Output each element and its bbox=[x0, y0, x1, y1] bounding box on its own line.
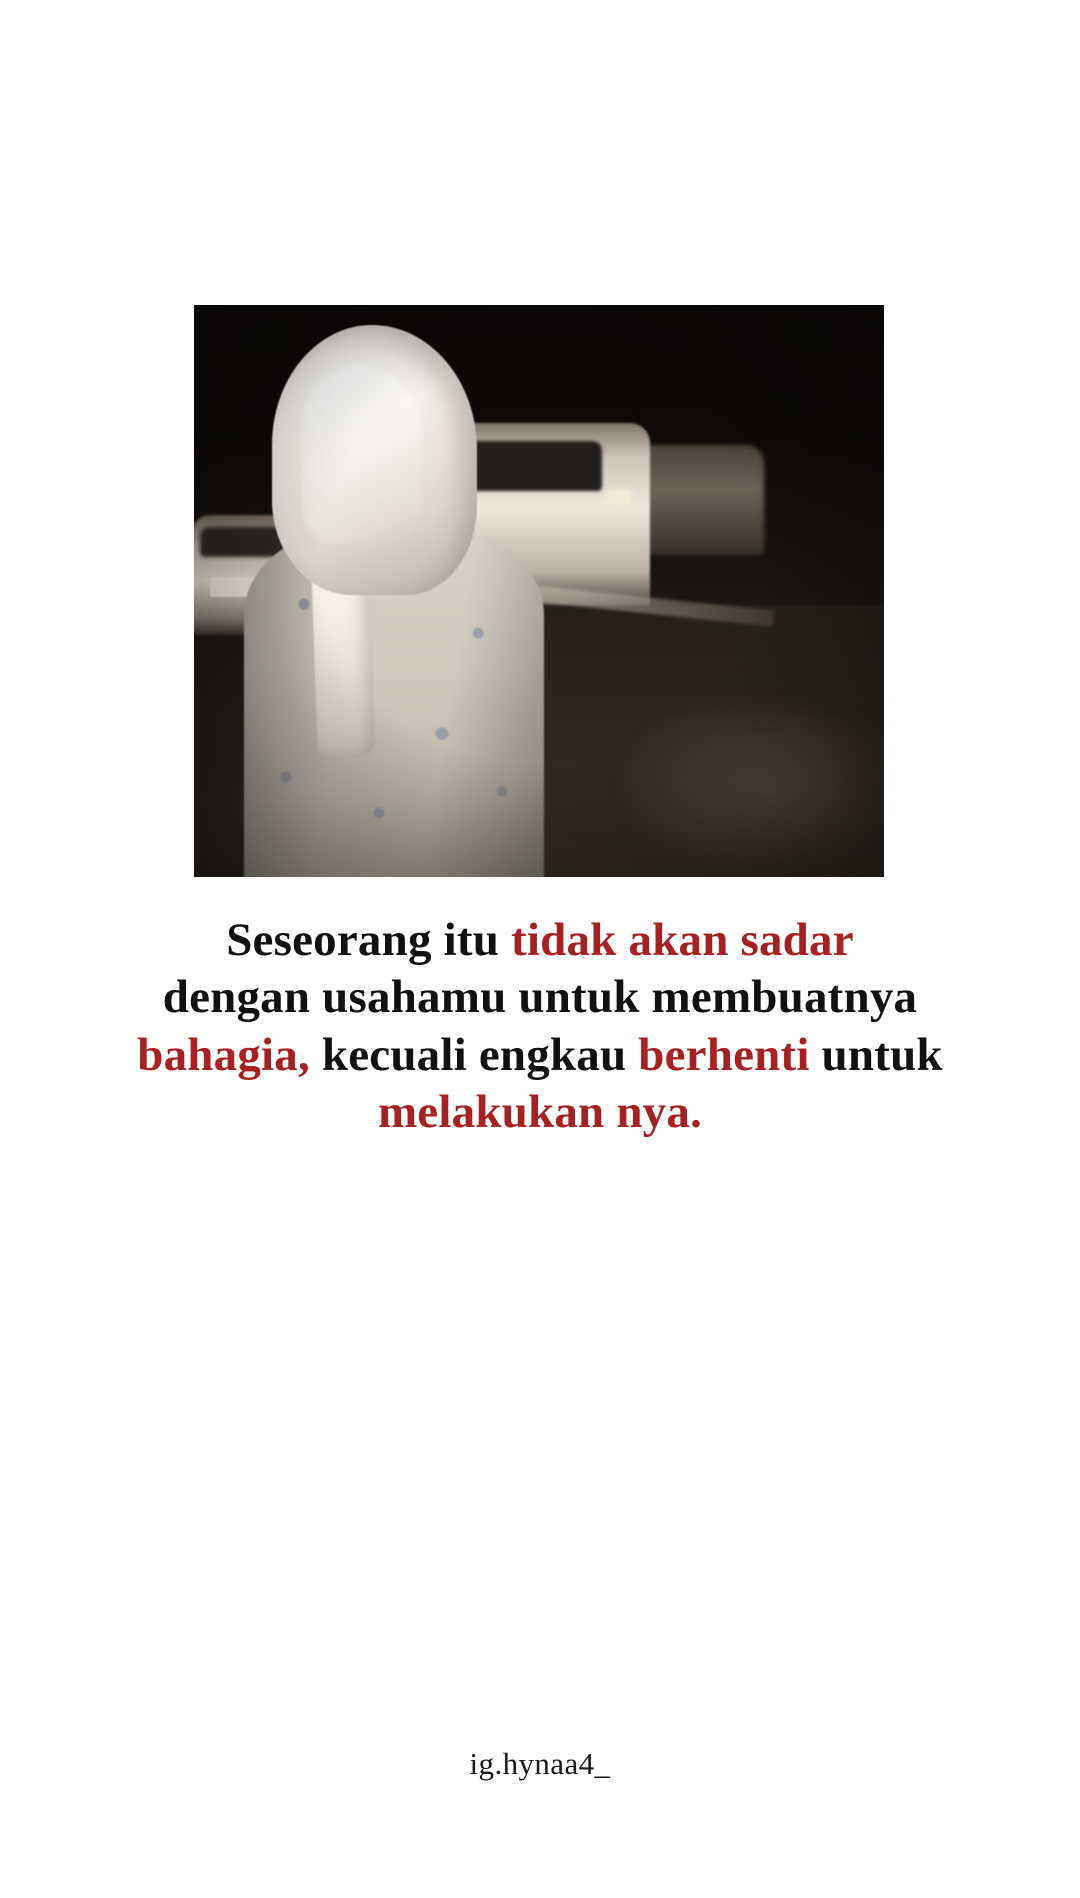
hijab-fold bbox=[302, 365, 422, 545]
quote-line-1-plain: Seseorang itu bbox=[226, 914, 512, 966]
quote-line-2-plain: dengan usahamu untuk membuatnya bbox=[162, 971, 918, 1024]
night-photo bbox=[194, 305, 884, 877]
quote-line-3 bbox=[90, 1027, 990, 1084]
quote-text bbox=[90, 912, 990, 1141]
quote-line-3-plain-2: untuk bbox=[809, 1028, 943, 1081]
ground-light-glow bbox=[614, 695, 884, 875]
quote-line-1-highlight: tidak akan sadar bbox=[511, 914, 854, 966]
credit-handle: ig.hynaa4_ bbox=[469, 1746, 611, 1781]
quote-line-4 bbox=[90, 1084, 990, 1141]
quote-line-3-highlight-2: berhenti bbox=[638, 1028, 810, 1081]
photo-frame bbox=[194, 305, 884, 877]
quote-line-4-highlight: melakukan nya. bbox=[377, 1085, 703, 1138]
van-taillight bbox=[606, 489, 632, 505]
quote-line-2 bbox=[90, 969, 990, 1026]
quote-line-3-plain-1: kecuali engkau bbox=[309, 1028, 639, 1081]
quote-line-1 bbox=[90, 912, 990, 969]
quote-line-3-highlight-1: bahagia, bbox=[137, 1028, 310, 1081]
